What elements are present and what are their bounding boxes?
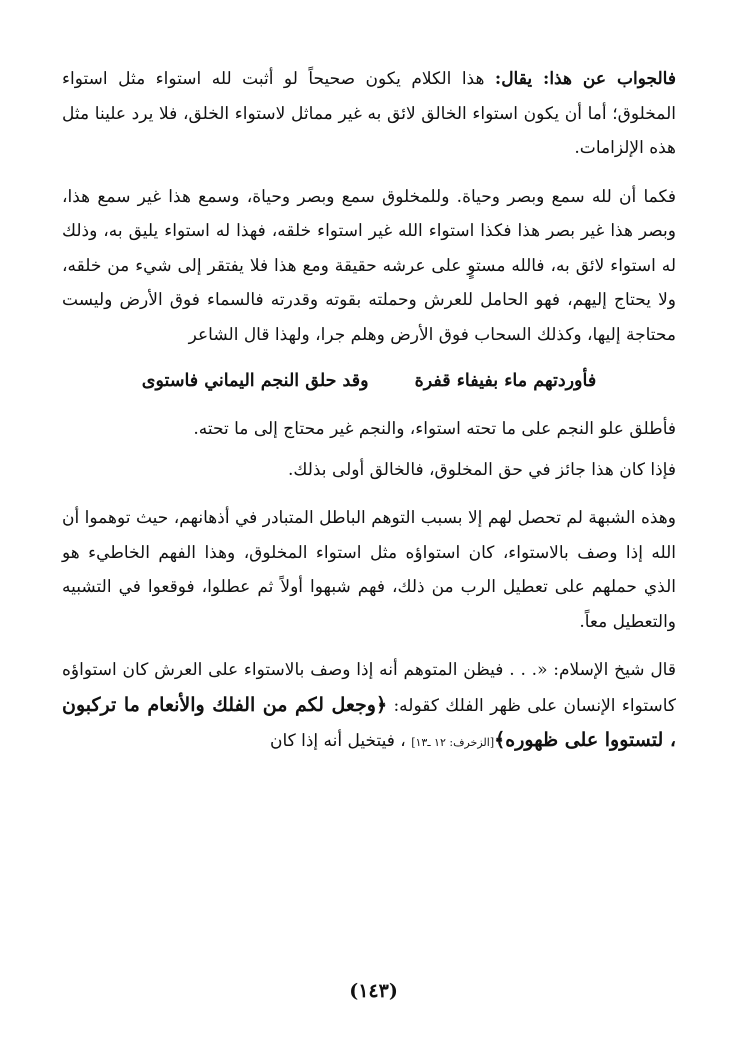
verse-second-hemistich: وقد حلق النجم اليماني فاستوى [141,371,369,391]
quran-verse: ﴿وجعل لكم من الفلك والأنعام ما تركبون ، لتستووا على ظهوره﴾ [62,693,676,751]
paragraph-attributes: فكما أن لله سمع وبصر وحياة. وللمخلوق سمع وبصر وحياة، وسمع هذا غير سمع هذا، وبصر هذا غير بصر هذا فكذا استواء الله غير استواء خلقه، فهذا له استواء يليق به، وذلك له استواء لائق به، فالله مستوٍ على عرشه حقيقة ومع هذا فلا يفتقر إلى شيء من خلقه، ولا يحتاج إليهم، فهو الحامل للعرش وحملته بقوته وقدرته فالسماء فوق الأرض وليست محتاجة إليها، وكذلك السحاب فوق الأرض وهلم جرا، ولهذا قال الشاعر [62,186,676,345]
page-body [62,62,676,1022]
answer-lead: فالجواب عن هذا: يقال: [494,69,676,89]
paragraph-sheikh-quote [62,653,676,761]
paragraph-star: فأطلق علو النجم على ما تحته استواء، والنجم غير محتاج إلى ما تحته. [193,419,676,439]
verse-reference: [الزخرف: ١٢ ـ١٣] [411,736,495,749]
quote-intro: قال شيخ الإسلام: «. . . فيظن المتوهم أنه إذا وصف بالاستواء على العرش كان استواؤه كاستواء الإنسان على ظهر الفلك كقوله: [62,660,676,716]
paragraph-doubt: وهذه الشبهة لم تحصل لهم إلا بسبب التوهم الباطل المتبادر في أذهانهم، حيث توهموا أن الله إذا وصف بالاستواء، كان استواؤه مثل استواء المخلوق، وهذا الفهم الخاطيء هو الذي حملهم على تعطيل الرب من ذلك، فهم شبهوا أولاً ثم عطلوا، فوقعوا في التشبيه والتعطيل معاً. [62,508,676,632]
paragraph-creator: فإذا كان هذا جائز في حق المخلوق، فالخالق أولى بذلك. [287,459,676,480]
quote-tail: ، فيتخيل أنه إذا كان [269,731,412,751]
page-number: (١٤٣) [349,980,398,1002]
poetry-verse [62,364,676,398]
answer-text: هذا الكلام يكون صحيحاً لو أثبت لله استواء مثل استواء المخلوق؛ أما أن يكون استواء الخالق لائق به غير مماثل لاستواء الخلق، فلا يرد علينا مثل هذه الإلزامات. [62,69,676,158]
verse-first-hemistich: فأوردتهم ماء بفيفاء قفرة [414,371,597,391]
paragraph-answer [62,62,676,166]
